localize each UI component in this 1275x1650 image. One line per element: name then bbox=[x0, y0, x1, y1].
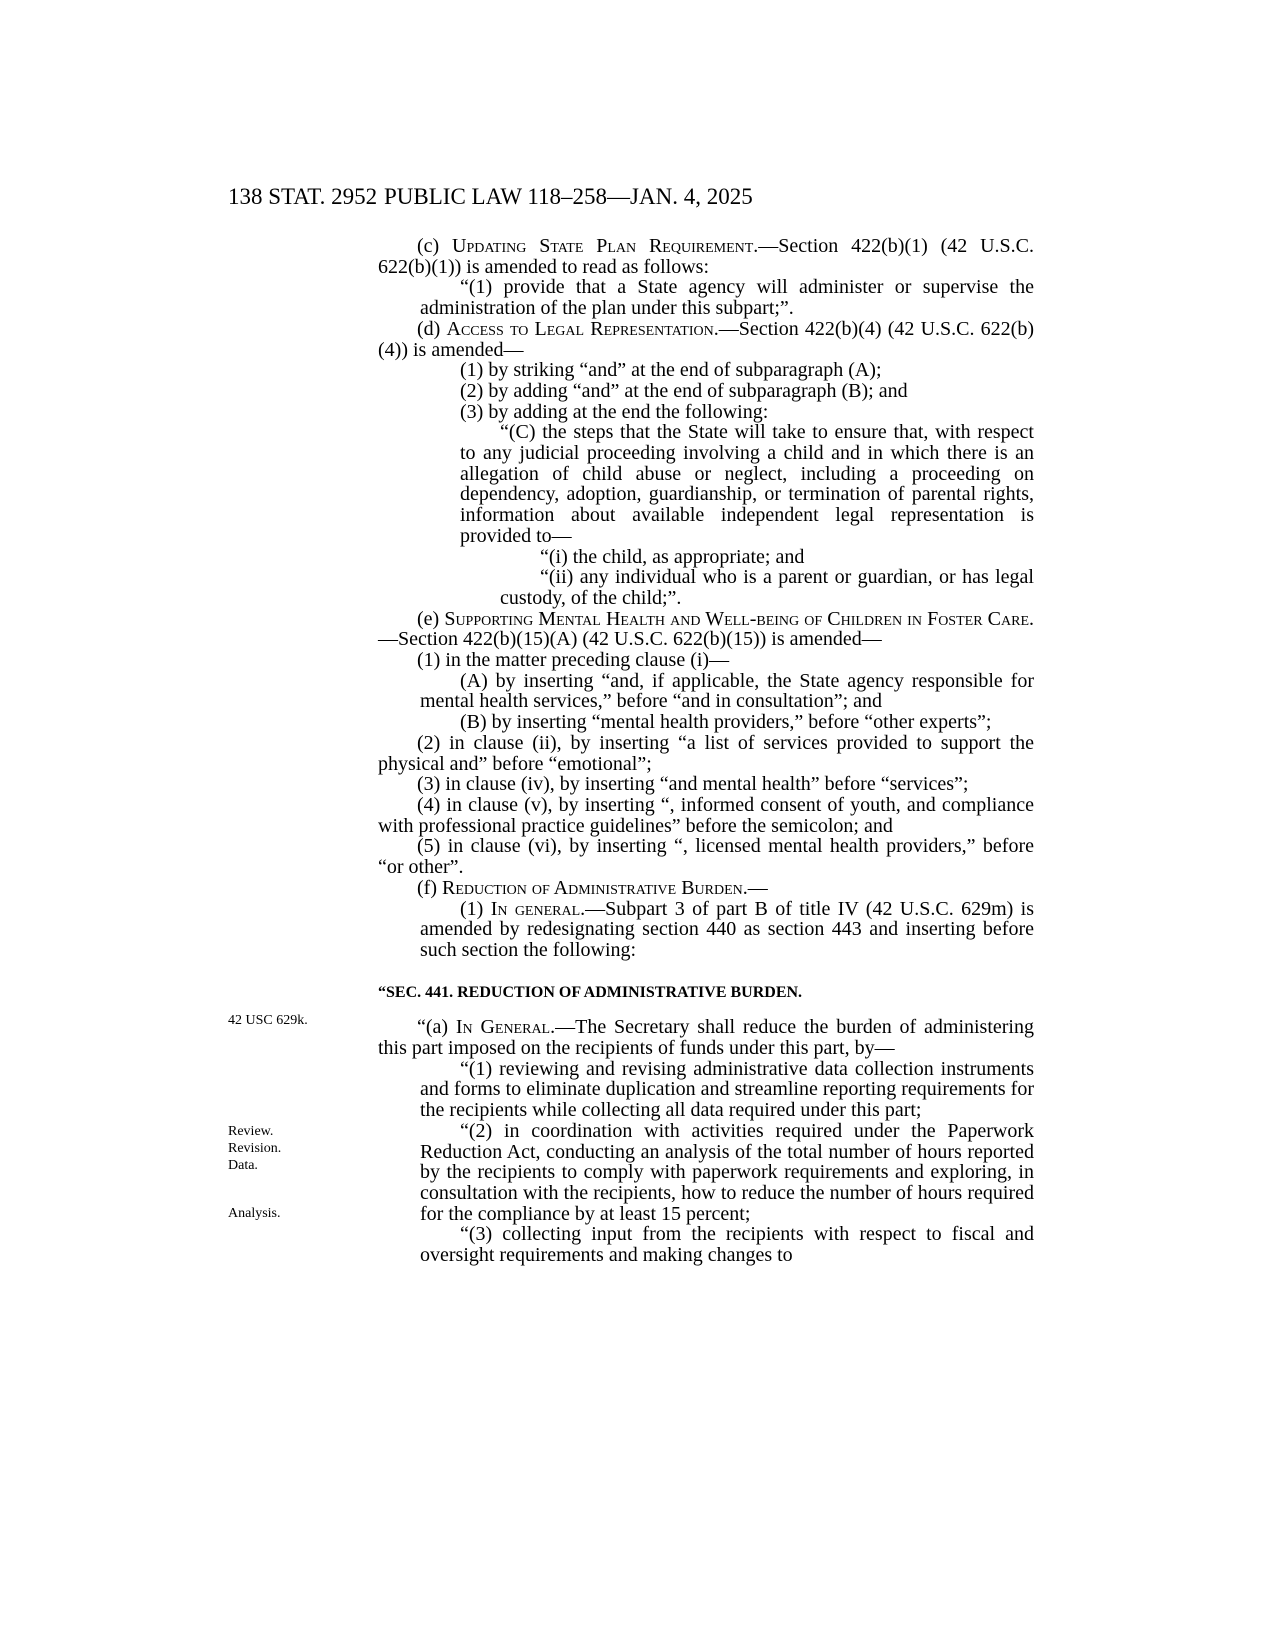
paragraph-a2: “(2) in coordination with activities required under the Paperwork Reduction Act, conducting an analysis of the total number of hours reported by the recipients to comply with paperwork requirements and exploring, in consultation with the recipients, how to reduce the number of hours required for the compliance by at least 15 percent; bbox=[420, 1119, 1034, 1225]
subsection-e: (e) Supporting Mental Health and Well-being of Children in Foster Care.—Section 422(b)(15)(A) (42 U.S.C. 622(b)(15)) is amended— bbox=[378, 607, 1034, 651]
subsection-a: “(a) In General.—The Secretary shall reduce the burden of administering this part imposed on the recipients of funds under this part, by— bbox=[378, 1016, 1034, 1060]
paragraph-d1: (1) by striking “and” at the end of subparagraph (A); bbox=[460, 359, 882, 382]
margin-note-analysis: Analysis. bbox=[228, 1206, 281, 1221]
paragraph-d3: (3) by adding at the end the following: bbox=[460, 400, 769, 423]
paragraph-e4: (4) in clause (v), by inserting “, informed consent of youth, and compliance with professional practice guidelines” before the semicolon; and bbox=[378, 793, 1034, 837]
subparagraph-e1B: (B) by inserting “mental health providers,” before “other experts”; bbox=[460, 711, 992, 734]
paragraph-e3: (3) in clause (iv), by inserting “and mental health” before “services”; bbox=[417, 773, 969, 796]
paragraph-e1: (1) in the matter preceding clause (i)— bbox=[417, 649, 730, 672]
public-law-title: PUBLIC LAW 118–258—JAN. 4, 2025 bbox=[384, 184, 753, 209]
margin-revision: Revision. bbox=[228, 1141, 282, 1156]
subsection-c: (c) Updating State Plan Requirement.—Section 422(b)(1) (42 U.S.C. 622(b)(1)) is amended to read as follows: bbox=[378, 235, 1034, 278]
subparagraph-dC: “(C) the steps that the State will take to ensure that, with respect to any judicial proceeding involving a child and in which there is an allegation of child abuse or neglect, including a proceeding on dependency, adoption, guardianship, or termination of parental rights, information about available independent legal representation is provided to— bbox=[460, 421, 1034, 547]
paragraph-c1: “(1) provide that a State agency will administer or supervise the administration of the plan under this subpart;”. bbox=[420, 276, 1034, 320]
paragraph-e2: (2) in clause (ii), by inserting “a list of services provided to support the physical and” before “emotional”; bbox=[378, 731, 1034, 775]
clause-dCii: “(ii) any individual who is a parent or guardian, or has legal custody, of the child;”. bbox=[500, 566, 1034, 609]
paragraph-a3: “(3) collecting input from the recipients with respect to fiscal and oversight requirements and making changes to bbox=[420, 1223, 1034, 1267]
subsection-f: (f) Reduction of Administrative Burden.— bbox=[417, 876, 768, 899]
clause-dCi: “(i) the child, as appropriate; and bbox=[540, 545, 805, 568]
statute-page-number: 138 STAT. 2952 bbox=[228, 184, 378, 209]
subsection-d: (d) Access to Legal Representation.—Section 422(b)(4) (42 U.S.C. 622(b)(4)) is amended— bbox=[378, 317, 1034, 361]
subparagraph-e1A: (A) by inserting “and, if applicable, the State agency responsible for mental health services,” before “and in consultation”; and bbox=[420, 669, 1034, 713]
paragraph-e5: (5) in clause (vi), by inserting “, licensed mental health providers,” before “or other”. bbox=[378, 835, 1034, 879]
margin-note-review bbox=[228, 1123, 281, 1174]
margin-note-usc: 42 USC 629k. bbox=[228, 1013, 308, 1028]
margin-review: Review. bbox=[228, 1124, 274, 1139]
margin-data: Data. bbox=[228, 1158, 258, 1173]
paragraph-a1: “(1) reviewing and revising administrative data collection instruments and forms to eliminate duplication and streamline reporting requirements for the recipients while collecting all data required under this part; bbox=[420, 1057, 1034, 1122]
section-heading: “SEC. 441. REDUCTION OF ADMINISTRATIVE BURDEN. bbox=[378, 983, 803, 1001]
paragraph-f1: (1) In general.—Subpart 3 of part B of title IV (42 U.S.C. 629m) is amended by redesignating section 440 as section 443 and inserting before such section the following: bbox=[420, 897, 1034, 961]
document-body bbox=[378, 236, 1034, 1266]
paragraph-d2: (2) by adding “and” at the end of subparagraph (B); and bbox=[460, 379, 908, 402]
